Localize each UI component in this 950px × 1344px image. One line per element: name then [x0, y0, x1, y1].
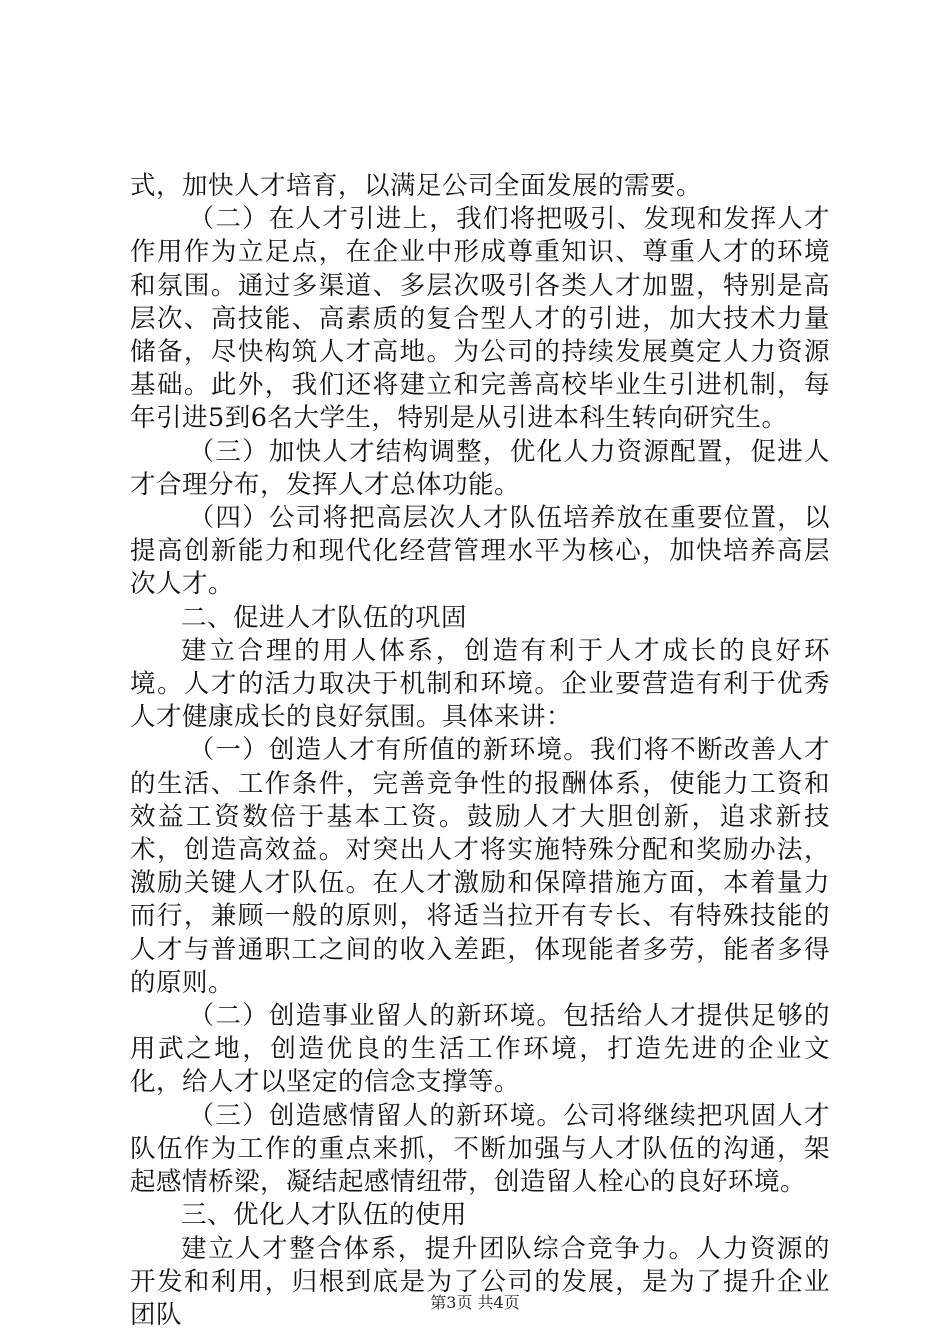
paragraph: （二）在人才引进上，我们将把吸引、发现和发挥人才作用作为立足点，在企业中形成尊重知识、尊重人才的环境和氛围。通过多渠道、多层次吸引各类人才加盟，特别是高层次、高技能、高素质的复合型人才的引进，加大技术力量储备，尽快构筑人才高地。为公司的持续发展奠定人力资源基础。此外，我们还将建立和完善高校毕业生引进机制，每年引进5到6名大学生，特别是从引进本科生转向研究生。: [130, 204, 830, 434]
paragraph: 建立人才整合体系，提升团队综合竞争力。人力资源的开发和利用，归根到底是为了公司的发展，是为了提升企业团队: [130, 1233, 830, 1330]
paragraph: （三）创造感情留人的新环境。公司将继续把巩固人才队伍作为工作的重点来抓，不断加强与人才队伍的沟通，架起感情桥梁，凝结起感情纽带，创造留人栓心的良好环境。: [130, 1100, 830, 1198]
paragraph: 建立合理的用人体系，创造有利于人才成长的良好环境。人才的活力取决于机制和环境。企业要营造有利于优秀人才健康成长的良好氛围。具体来讲：: [130, 635, 830, 733]
paragraph: （四）公司将把高层次人才队伍培养放在重要位置，以提高创新能力和现代化经营管理水平为核心，加快培养高层次人才。: [130, 503, 830, 600]
paragraph: （一）创造人才有所值的新环境。我们将不断改善人才的生活、工作条件，完善竞争性的报酬体系，使能力工资和效益工资数倍于基本工资。鼓励人才大胆创新，追求新技术，创造高效益。对突出人才将实施特殊分配和奖励办法，激励关键人才队伍。在人才激励和保障措施方面，本着量力而行，兼顾一般的原则，将适当拉开有专长、有特殊技能的人才与普通职工之间的收入差距，体现能者多劳，能者多得的原则。: [130, 735, 830, 998]
paragraph: 式，加快人才培育，以满足公司全面发展的需要。: [130, 171, 703, 201]
paragraph: 二、促进人才队伍的巩固: [181, 602, 468, 633]
paragraph: （三）加快人才结构调整，优化人力资源配置，促进人才合理分布，发挥人才总体功能。: [130, 436, 830, 500]
page-footer: 第3页 共4页: [430, 1293, 520, 1312]
paragraph: （二）创造事业留人的新环境。包括给人才提供足够的用武之地，创造优良的生活工作环境，打造先进的企业文化，给人才以坚定的信念支撑等。: [130, 1001, 830, 1098]
paragraph: 三、优化人才队伍的使用: [181, 1200, 468, 1231]
document-body: [130, 170, 830, 1332]
